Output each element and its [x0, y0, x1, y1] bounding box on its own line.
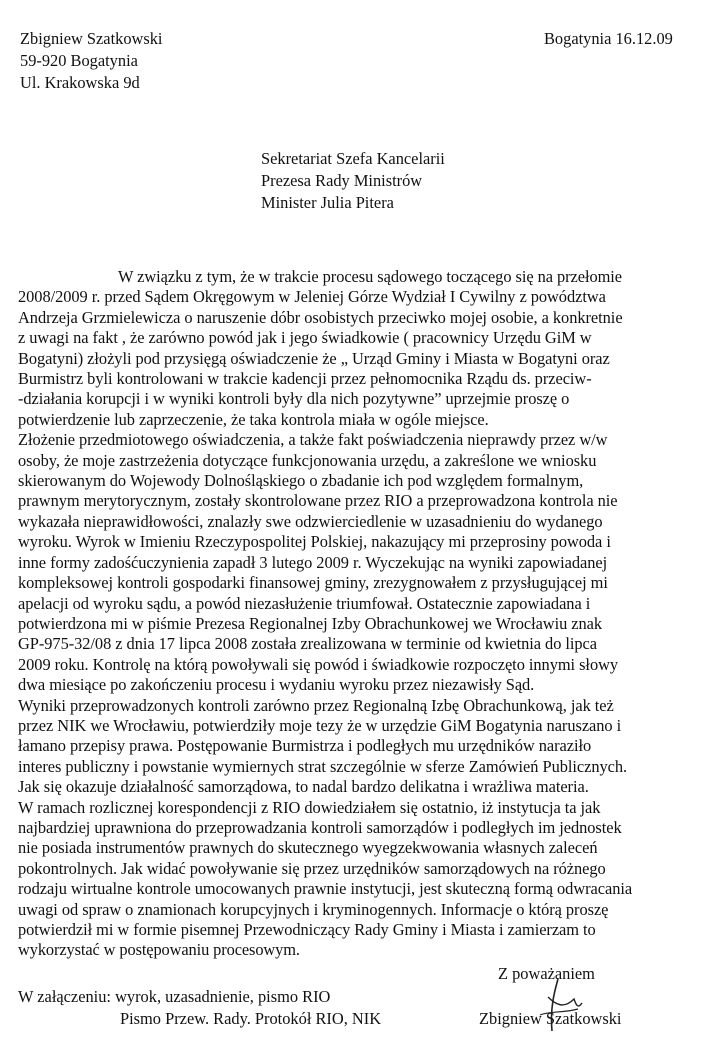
recipient-line-3: Minister Julia Pitera — [261, 193, 394, 212]
sender-address — [20, 28, 163, 94]
body-line: potwierdził mi w formie pisemnej Przewodniczący Rady Gminy i Miasta i zamierzam to — [18, 920, 596, 939]
body-line: GP-975-32/08 z dnia 17 lipca 2008 została zrealizowana w terminie od kwietnia do lipca — [18, 634, 598, 654]
letter-body — [18, 267, 694, 961]
body-line: uwagi od spraw o znamionach korupcyjnych i kryminogennych. Informacje o którą proszę — [18, 899, 609, 919]
body-line: łamano przepisy prawa. Postępowanie Burmistrza i podległych mu urzędników naraziło — [18, 736, 592, 756]
recipient-address — [261, 148, 445, 214]
sender-street: Ul. Krakowska 9d — [20, 73, 140, 92]
body-line: rodzaju wirtualne kontrole umocowanych prawnie instytucji, jest skuteczną formą odwracania — [18, 879, 633, 899]
body-line: wyroku. Wyrok w Imieniu Rzeczypospolitej Polskiej, nakazujący mi przeprosiny powoda i — [18, 532, 611, 552]
place-and-date: Bogatynia 16.12.09 — [544, 29, 673, 48]
body-line: inne formy zadośćuczynienia zapadł 3 lutego 2009 r. Wyczekując na wyniki zapowiadanej — [18, 552, 608, 572]
body-line: interes publiczny i powstanie wymiernych strat szczególnie w sferze Zamówień Publicznych. — [18, 756, 628, 776]
body-line: dwa miesiące po zakończeniu procesu i wydaniu wyroku przez niezawisły Sąd. — [18, 675, 535, 695]
body-line: 2008/2009 r. przed Sądem Okręgowym w Jeleniej Górze Wydział I Cywilny z powództwa — [18, 287, 606, 307]
body-line: najbardziej uprawniona do przeprowadzania kontroli samorządów i podległych im jednostek — [18, 817, 622, 837]
closing-salutation: Z poważaniem — [498, 964, 595, 983]
body-line: prawnym merytorycznym, zostały skontrolowane przez RIO a przeprowadzona kontrola nie — [18, 491, 618, 511]
body-line: osoby, że moje zastrzeżenia dotyczące funkcjonowania urzędu, a zakreślone we wniosku — [18, 450, 597, 470]
sender-postal-code: 59-920 Bogatynia — [20, 51, 138, 70]
recipient-line-1: Sekretariat Szefa Kancelarii — [261, 149, 445, 168]
body-line: Wyniki przeprowadzonych kontroli zarówno przez Regionalną Izbę Obrachunkową, jak też — [18, 695, 614, 715]
attachments-line-1: W załączeniu: wyrok, uzasadnienie, pismo RIO — [18, 987, 331, 1006]
body-line: potwierdzenie lub zaprzeczenie, że taka kontrola miała w ogóle miejsce. — [18, 409, 489, 429]
sender-name: Zbigniew Szatkowski — [20, 29, 163, 48]
body-line: apelacji od wyroku sądu, a powód niezasłużenie triumfował. Ostatecznie zapowiadana i — [18, 593, 591, 613]
body-line: wykazała nieprawidłowości, znalazły swe odzwierciedlenie w uzasadnieniu do wydanego — [18, 511, 603, 531]
body-line: 2009 roku. Kontrolę na którą powoływali się powód i świadkowie rozpoczęto innymi słowy — [18, 654, 619, 674]
body-line: Złożenie przedmiotowego oświadczenia, a także fakt poświadczenia nieprawdy przez w/w — [18, 430, 608, 450]
body-line: pokontrolnych. Jak widać powoływanie się przez urzędników samorządowych na różnego — [18, 858, 606, 878]
attachments-line-2: Pismo Przew. Rady. Protokół RIO, NIK — [120, 1009, 382, 1028]
body-line: skierowanym do Wojewody Dolnośląskiego o zbadanie ich pod względem formalnym, — [18, 471, 584, 491]
body-line: kompleksowej kontroli gospodarki finansowej gminy, zrezygnowałem z przysługującej mi — [18, 573, 608, 593]
body-line: z uwagi na fakt , że zarówno powód jak i jego świadkowie ( pracownicy Urzędu GiM w — [18, 328, 592, 348]
body-line: W ramach rozlicznej korespondencji z RIO dowiedziałem się ostatnio, iż instytucja ta jak — [18, 797, 601, 817]
body-line: Jak się okazuje działalność samorządowa, to nadal bardzo delikatna i wrażliwa materia. — [18, 777, 589, 797]
body-line: nie posiada instrumentów prawnych do skutecznego wyegzekwowania własnych zaleceń — [18, 838, 598, 858]
body-line: wykorzystać w postępowaniu procesowym. — [18, 940, 300, 960]
body-line: -działania korupcji i w wyniki kontroli były dla nich pozytywne” uprzejmie proszę o — [18, 389, 570, 409]
body-line: Andrzeja Grzmielewicza o naruszenie dóbr osobistych przeciwko mojej osobie, a konkretnie — [18, 307, 623, 327]
body-line: Burmistrz byli kontrolowani w trakcie kadencji przez pełnomocnika Rządu ds. przeciw- — [18, 369, 592, 389]
body-line: przez NIK we Wrocławiu, potwierdziły moje tezy że w urzędzie GiM Bogatynia naruszano i — [18, 715, 622, 735]
body-line: potwierdzona mi w piśmie Prezesa Regionalnej Izby Obrachunkowej we Wrocławiu znak — [18, 613, 603, 633]
recipient-line-2: Prezesa Rady Ministrów — [261, 171, 423, 190]
body-line: Bogatyni) złożyli pod przysięgą oświadczenie że „ Urząd Gminy i Miasta w Bogatyni oraz — [18, 348, 610, 368]
body-line: W związku z tym, że w trakcie procesu sądowego toczącego się na przełomie — [118, 267, 623, 286]
signer-name: Zbigniew Szatkowski — [479, 1009, 622, 1028]
